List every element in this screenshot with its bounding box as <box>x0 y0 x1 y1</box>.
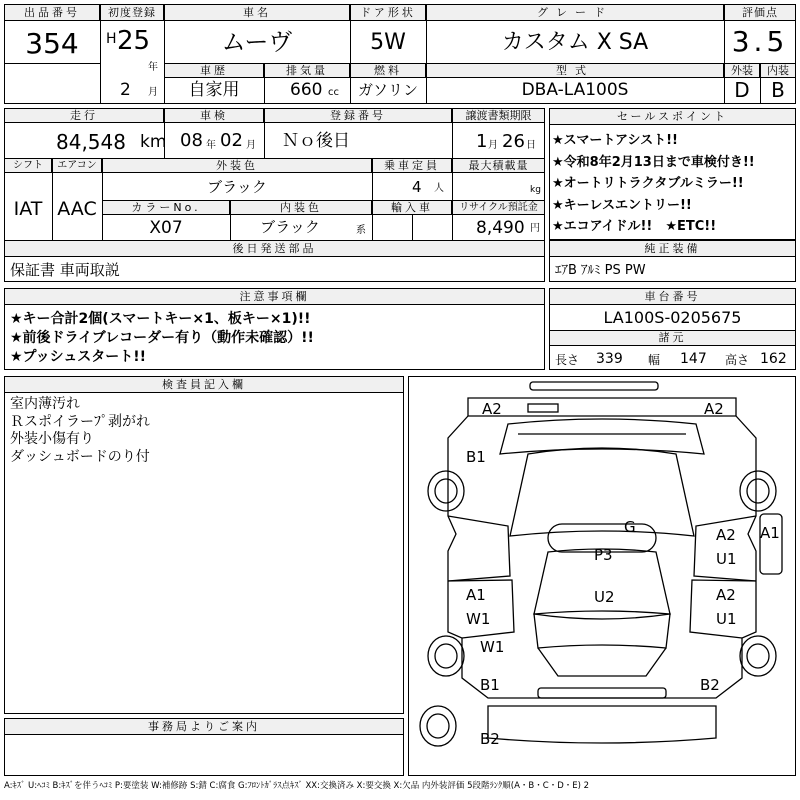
length-label: 長さ <box>555 353 580 367</box>
max-load-header: 最大積載量 <box>452 158 545 173</box>
transfer-day-unit: 日 <box>526 140 536 151</box>
divider <box>4 63 100 64</box>
model: DBA-LA100S <box>521 80 629 100</box>
chassis-header: 車台番号 <box>549 288 796 305</box>
grade: カスタム X SA <box>501 30 649 55</box>
capacity-header: 乗車定員 <box>372 158 452 173</box>
history: 自家用 <box>188 80 240 100</box>
text-line: ★キー合計2個(スマートキー×1、板キー×1)!! <box>10 311 311 327</box>
later-parts-header: 後日発送部品 <box>4 240 545 257</box>
inspector-notes <box>10 396 400 466</box>
model-header: 型式 <box>426 63 724 78</box>
recycle: 8,490 <box>476 218 525 238</box>
interior-grade: B <box>771 78 785 102</box>
capacity: 4 <box>412 178 422 196</box>
text-line: ★エコアイドル!! ★ETC!! <box>552 219 717 234</box>
transfer-month-unit: 月 <box>488 140 498 151</box>
notes-header: 注意事項欄 <box>4 288 545 305</box>
insp-year: 08 <box>180 130 203 151</box>
mileage-unit: km <box>140 132 167 152</box>
divider <box>412 215 413 240</box>
reg-era: H <box>106 31 117 47</box>
height: 162 <box>760 351 787 367</box>
import-header: 輸入車 <box>372 200 452 215</box>
displacement-unit: cc <box>328 87 339 98</box>
damage-mark: G <box>624 518 636 536</box>
damage-mark: B1 <box>466 448 486 466</box>
reg-month: 2 <box>120 80 131 100</box>
fuel-header: 燃料 <box>350 63 426 78</box>
divider <box>52 158 53 240</box>
damage-mark: B2 <box>480 730 500 748</box>
score: 3.5 <box>731 25 789 58</box>
text-line: 外装小傷有り <box>10 431 94 447</box>
int-color-unit: 系 <box>356 225 366 236</box>
damage-mark: A2 <box>482 400 502 418</box>
car-damage-diagram <box>408 376 796 776</box>
text-line: ★オートリトラクタブルミラー!! <box>552 176 744 191</box>
int-color-header: 内装色 <box>230 200 372 215</box>
damage-mark: U2 <box>594 588 615 606</box>
history-header: 車歴 <box>164 63 264 78</box>
damage-mark: B2 <box>700 676 720 694</box>
interior-header: 内装 <box>760 63 796 78</box>
specs-header: 諸元 <box>549 330 796 346</box>
damage-mark: A1 <box>760 524 780 542</box>
text-line: ダッシュボードのり付 <box>10 448 150 465</box>
equipment: ｴｱB ｱﾙﾐ PS PW <box>555 263 646 278</box>
displacement: 660 <box>290 80 323 100</box>
text-line: 室内薄汚れ <box>10 396 80 412</box>
max-load-unit: kg <box>530 185 541 195</box>
length: 339 <box>596 351 623 367</box>
ext-color: ブラック <box>207 178 267 196</box>
mileage: 84,548 <box>56 130 126 154</box>
lot-no-header: 出品番号 <box>4 4 100 21</box>
text-line: ★プッシュスタート!! <box>10 349 147 365</box>
notes <box>10 310 540 367</box>
door-type: 5W <box>370 30 406 55</box>
door-header: ドア形状 <box>350 4 426 21</box>
damage-mark: W1 <box>466 610 491 628</box>
score-header: 評価点 <box>724 4 796 21</box>
displacement-header: 排気量 <box>264 63 350 78</box>
divider <box>372 158 373 240</box>
exterior-header: 外装 <box>724 63 760 78</box>
ac: AAC <box>57 198 97 220</box>
insp-year-unit: 年 <box>206 140 216 151</box>
width: 147 <box>680 351 707 367</box>
car-name: ムーヴ <box>221 28 293 56</box>
insp-month-unit: 月 <box>246 140 256 151</box>
transfer-header: 譲渡書類期限 <box>452 108 545 123</box>
ac-header: エアコン <box>52 158 102 173</box>
reg-year: 25 <box>117 26 151 56</box>
damage-mark: B1 <box>480 676 500 694</box>
damage-mark: W1 <box>480 638 505 656</box>
recycle-header: リサイクル預託金 <box>452 200 545 215</box>
text-line: ★令和8年2月13日まで車検付き!! <box>552 154 755 170</box>
width-label: 幅 <box>648 353 661 367</box>
inspector-header: 検査員記入欄 <box>4 376 404 393</box>
text-line: ★キーレスエントリー!! <box>552 197 692 213</box>
divider <box>452 108 453 158</box>
damage-mark: A2 <box>716 526 736 544</box>
damage-mark: U1 <box>716 610 737 628</box>
damage-mark: A1 <box>466 586 486 604</box>
reg-month-unit: 月 <box>148 87 158 98</box>
grade-header: グレード <box>426 4 724 21</box>
capacity-unit: 人 <box>434 183 444 194</box>
sales-points <box>552 130 796 238</box>
divider <box>264 63 265 104</box>
shift-header: シフト <box>4 158 52 173</box>
damage-mark: U1 <box>716 550 737 568</box>
divider <box>164 108 165 158</box>
damage-mark: A2 <box>716 586 736 604</box>
transfer-day: 26 <box>502 131 525 152</box>
car-name-header: 車名 <box>164 4 350 21</box>
equipment-header: 純正装備 <box>549 240 796 257</box>
int-color: ブラック <box>260 218 320 236</box>
sales-header: セールスポイント <box>549 108 796 125</box>
recycle-unit: 円 <box>530 223 540 234</box>
reg-no-header: 登録番号 <box>264 108 452 123</box>
text-line: Ｒスポイラーﾌﾟ剥がれ <box>10 413 150 430</box>
mileage-header: 走行 <box>4 108 164 123</box>
exterior-grade: D <box>734 78 750 102</box>
fuel: ガソリン <box>357 81 418 99</box>
shift: IAT <box>13 198 43 220</box>
ext-color-header: 外装色 <box>102 158 372 173</box>
lot-no: 354 <box>25 27 79 60</box>
reg-no: Ｎｏ後日 <box>282 131 350 151</box>
divider <box>264 108 265 158</box>
height-label: 高さ <box>725 353 750 367</box>
divider <box>452 158 453 240</box>
text-line: ★前後ドライブレコーダー有り（動作未確認）!! <box>10 330 314 346</box>
text-line: ★スマートアシスト!! <box>552 133 678 148</box>
color-no-header: カラーNo. <box>102 200 230 215</box>
legend: A:ｷｽﾞ U:ﾍｺﾐ B:ｷｽﾞを伴うﾍｺﾐ P:要塗装 W:補修跡 S:錆 C:腐食 G:ﾌﾛﾝﾄｶﾞﾗｽ点ｷｽﾞ XX:交換済み X:要交換 X:欠品 内外装評価 5段階ﾗﾝｸ順(A・B・C・D・E) 2 <box>4 781 590 791</box>
later-parts: 保証書 車両取説 <box>10 261 120 279</box>
damage-mark: P3 <box>594 546 613 564</box>
office-header: 事務局よりご案内 <box>4 718 404 735</box>
chassis-no: LA100S-0205675 <box>603 308 742 327</box>
insp-month: 02 <box>220 130 243 151</box>
color-no: X07 <box>149 218 183 238</box>
inspection-header: 車検 <box>164 108 264 123</box>
first-reg-header: 初度登録 <box>100 4 164 21</box>
reg-year-unit: 年 <box>148 62 158 73</box>
damage-mark: A2 <box>704 400 724 418</box>
transfer-month: 1 <box>476 131 488 152</box>
